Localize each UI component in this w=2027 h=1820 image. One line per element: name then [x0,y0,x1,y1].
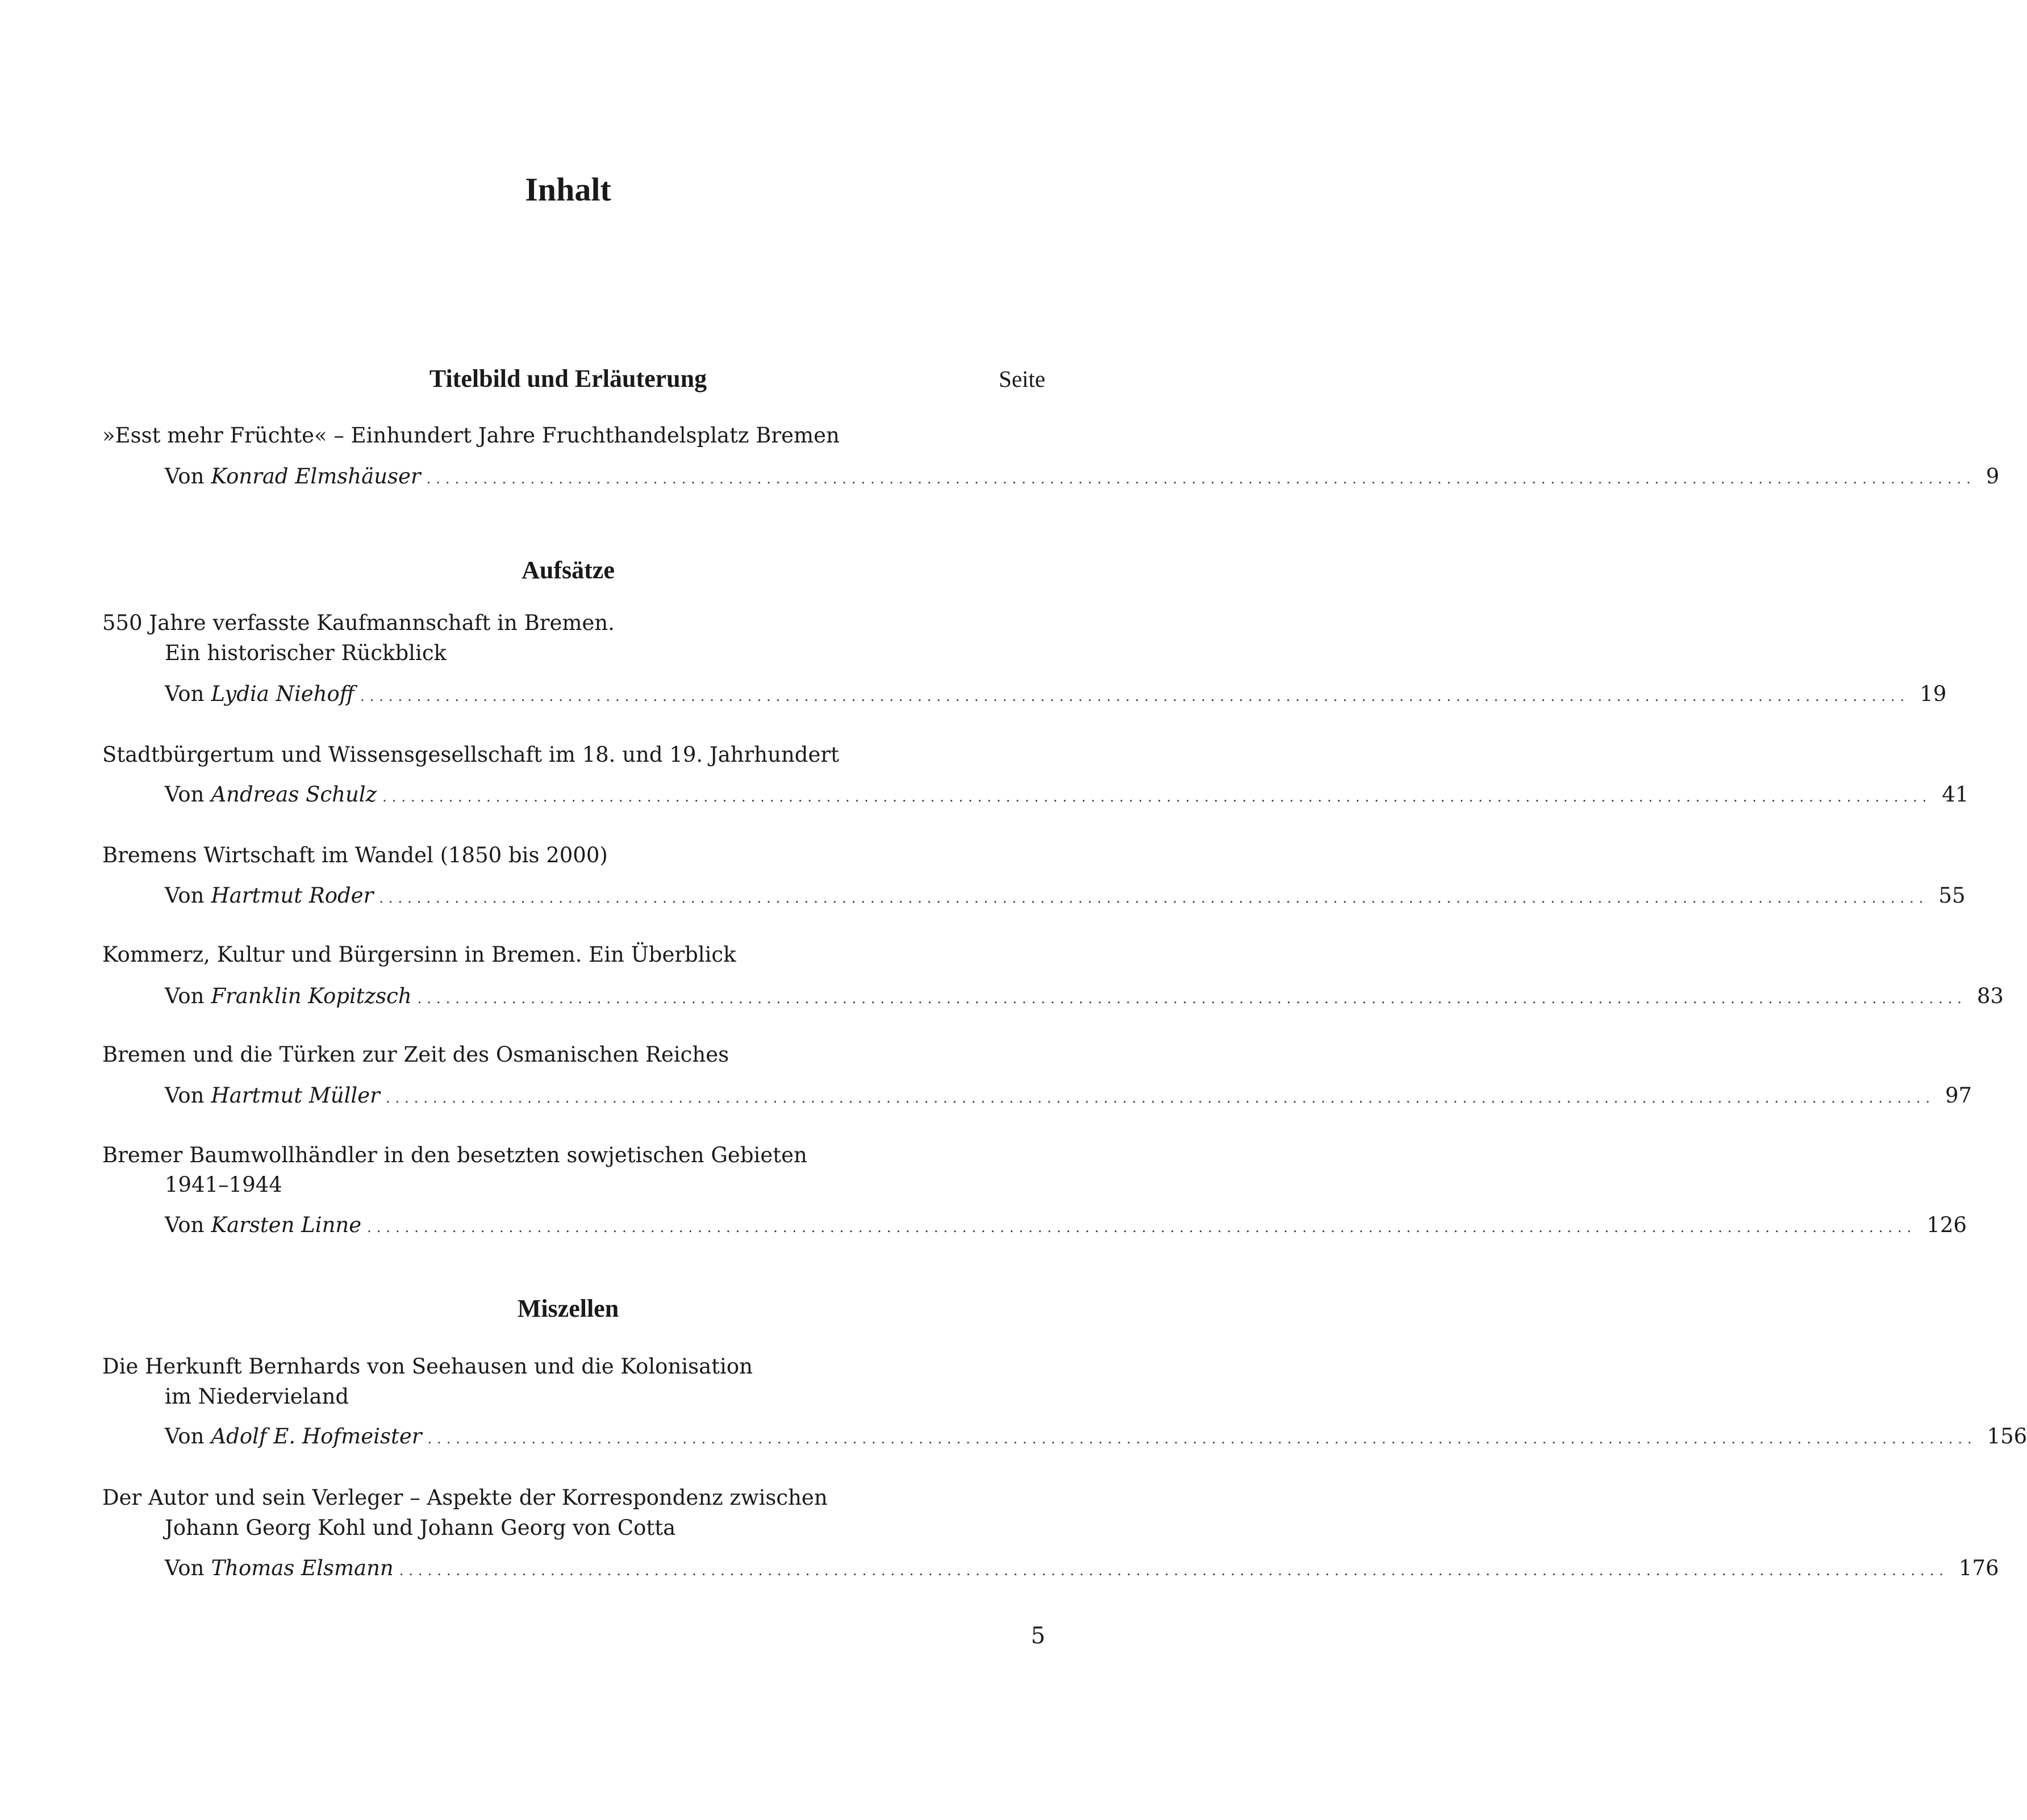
page-number: 176 [1958,1556,1999,1580]
page-number: 41 [1942,782,1969,807]
entry-author-line [165,1213,1967,1237]
section-heading-aufsaetze: Aufsätze [522,556,615,584]
entry-author-line [165,984,2004,1008]
author-name: Hartmut Roder [211,883,374,908]
dot-leader: .................................................................................................................................................................... [382,789,1932,805]
page-folio: 5 [1031,1623,1045,1649]
von-label: Von [165,782,205,807]
von-label: Von [165,1556,205,1580]
author-name: Lydia Niehoff [211,682,355,706]
author-name: Thomas Elsmann [211,1556,394,1580]
page-number: 126 [1926,1213,1967,1237]
dot-leader: .................................................................................................................................................................... [427,1431,1977,1447]
entry-author-line [165,1424,2027,1449]
entry-author-line [165,883,1966,908]
page-number: 9 [1986,464,2000,489]
page-title: Inhalt [525,171,611,208]
entry-title-line: Bremens Wirtschaft im Wandel (1850 bis 2000) [102,843,608,867]
entry-author-line [165,464,2000,489]
page-number: 97 [1945,1083,1972,1108]
entry-title-line: Johann Georg Kohl und Johann Georg von Cotta [165,1516,676,1540]
entry-author-line [165,682,1947,706]
page-number: 55 [1938,883,1966,908]
entry-title-line: Kommerz, Kultur und Bürgersinn in Bremen. Ein Überblick [102,942,736,967]
page-number: 19 [1920,682,1947,706]
entry-author-line [165,782,1969,807]
author-name: Andreas Schulz [211,782,377,807]
author-name: Hartmut Müller [211,1083,380,1108]
von-label: Von [165,1213,205,1237]
entry-title-line: Ein historischer Rückblick [165,641,447,665]
entry-author-line [165,1556,1999,1580]
dot-leader: .................................................................................................................................................................... [385,1090,1935,1106]
section-heading-titelbild: Titelbild und Erläuterung [429,365,707,393]
dot-leader: .................................................................................................................................................................... [426,471,1976,487]
von-label: Von [165,883,205,908]
entry-title-line: Der Autor und sein Verleger – Aspekte der Korrespondenz zwischen [102,1485,828,1510]
seite-label: Seite [999,366,1045,392]
dot-leader: .................................................................................................................................................................... [360,688,1910,704]
entry-title-line: 550 Jahre verfasste Kaufmannschaft in Bremen. [102,611,615,635]
dot-leader: .................................................................................................................................................................... [399,1563,1949,1579]
dot-leader: .................................................................................................................................................................... [417,991,1967,1007]
entry-title-line: im Niedervieland [165,1384,349,1409]
entry-title-line: »Esst mehr Früchte« – Einhundert Jahre Fruchthandelsplatz Bremen [102,423,840,448]
von-label: Von [165,984,205,1008]
von-label: Von [165,1424,205,1449]
entry-title-line: Bremer Baumwollhändler in den besetzten sowjetischen Gebieten [102,1143,807,1167]
von-label: Von [165,682,205,706]
entry-title-line: Bremen und die Türken zur Zeit des Osmanischen Reiches [102,1042,729,1067]
von-label: Von [165,464,205,489]
author-name: Adolf E. Hofmeister [211,1424,422,1449]
entry-author-line [165,1083,1972,1108]
page-number: 156 [1987,1424,2027,1449]
author-name: Franklin Kopitzsch [211,984,412,1008]
page-number: 83 [1976,984,2004,1008]
section-heading-miszellen: Miszellen [517,1295,619,1322]
dot-leader: .................................................................................................................................................................... [367,1220,1917,1235]
entry-title-line: Die Herkunft Bernhards von Seehausen und die Kolonisation [102,1354,753,1379]
entry-title-line: 1941–1944 [165,1172,282,1197]
author-name: Karsten Linne [211,1213,362,1237]
entry-title-line: Stadtbürgertum und Wissensgesellschaft im 18. und 19. Jahrhundert [102,742,839,767]
dot-leader: .................................................................................................................................................................... [379,890,1929,906]
von-label: Von [165,1083,205,1108]
author-name: Konrad Elmshäuser [211,464,421,489]
